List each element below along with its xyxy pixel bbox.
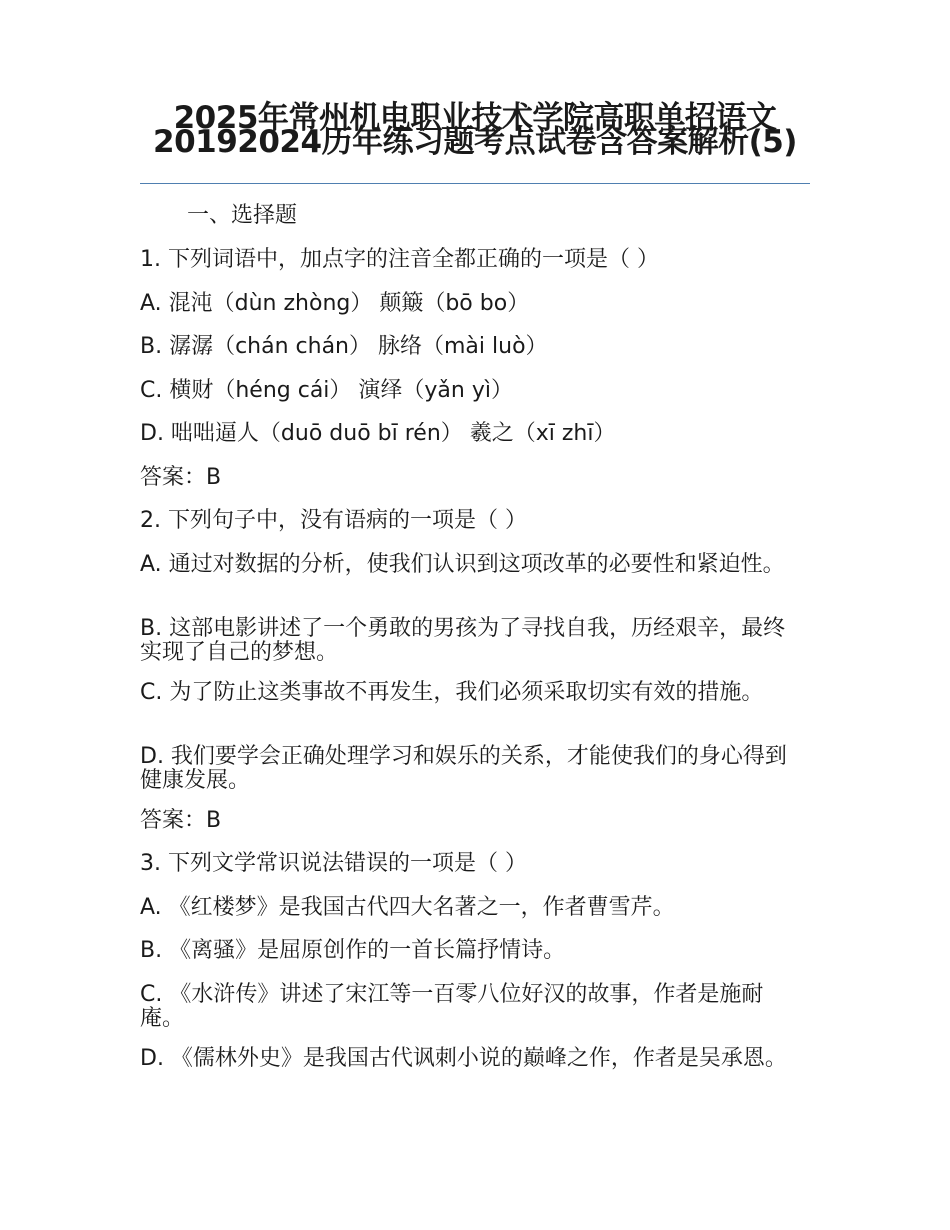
option-c: C. 为了防止这类事故不再发生，我们必须采取切实有效的措施。 xyxy=(140,679,764,705)
option-a: A. 混沌（dùn zhòng） 颠簸（bō bo） xyxy=(140,290,530,316)
question-1 xyxy=(140,244,800,505)
answer-text: 答案：B xyxy=(140,807,222,833)
option-b: B. 《离骚》是屈原创作的一首长篇抒情诗。 xyxy=(140,938,566,963)
document-title: 2025年常州机电职业技术学院高职单招语文20192024历年练习题考点试卷含答案解析(5) xyxy=(153,100,797,160)
option-a: A. 《红楼梦》是我国古代四大名著之一，作者曹雪芹。 xyxy=(140,894,675,920)
question-stem: 1. 下列词语中，加点字的注音全都正确的一项是（ ） xyxy=(140,247,659,272)
option-d: D. 《儒林外史》是我国古代讽刺小说的巅峰之作，作者是吴承恩。 xyxy=(140,1045,787,1071)
option-c: C. 横财（héng cái） 演绎（yǎn yì） xyxy=(140,377,513,403)
question-3 xyxy=(140,848,800,1107)
answer-text: 答案：B xyxy=(140,464,222,490)
question-list xyxy=(140,244,800,1107)
question-stem: 3. 下列文学常识说法错误的一项是（ ） xyxy=(140,851,527,876)
option-b: B. 这部电影讲述了一个勇敢的男孩为了寻找自我，历经艰辛，最终实现了自己的梦想。 xyxy=(140,615,786,665)
option-d: D. 我们要学会正确处理学习和娱乐的关系，才能使我们的身心得到健康发展。 xyxy=(140,743,787,793)
option-a: A. 通过对数据的分析，使我们认识到这项改革的必要性和紧迫性。 xyxy=(140,551,785,577)
option-c: C. 《水浒传》讲述了宋江等一百零八位好汉的故事，作者是施耐庵。 xyxy=(140,981,764,1031)
question-stem: 2. 下列句子中，没有语病的一项是（ ） xyxy=(140,508,527,533)
option-b: B. 潺潺（chán chán） 脉络（mài luò） xyxy=(140,334,548,359)
section-heading: 一、选择题 xyxy=(187,203,298,228)
option-d: D. 咄咄逼人（duō duō bī rén） 羲之（xī zhī） xyxy=(140,421,616,446)
question-2 xyxy=(140,505,800,848)
title-divider xyxy=(140,183,810,184)
